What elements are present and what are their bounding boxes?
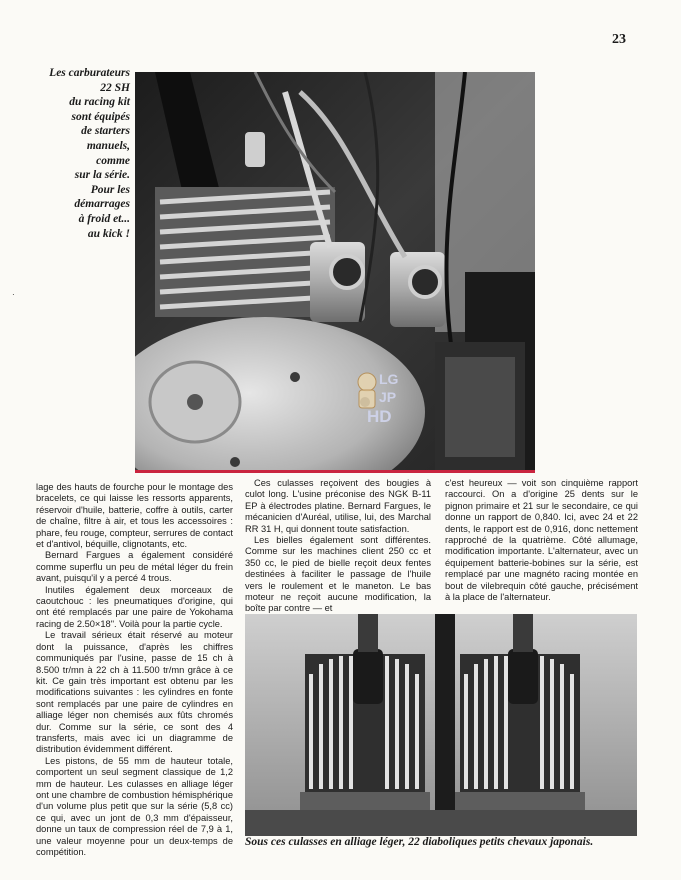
stray-mark: ·: [12, 290, 15, 299]
article-paragraph: c'est heureux — voit son cinquième rapport raccourci. On a d'origine 25 dents sur le pignon primaire et 21 sur le secondaire, ce qui donne un rapport de 0,840. Ici, avec 24 et 22 dents, le rapport est de 0,916, donc nettement rapproché de la quatrième. Côté allumage, modification importante. L'alternateur, avec un équipement batterie-bobines sur la série, est remplacé par une magnéto racing montée en bout de vilebrequin côté gauche, précisément à la place de l'alternateur.: [445, 478, 638, 603]
caption-line: du racing kit: [69, 96, 130, 109]
caption-line: sur la série.: [74, 169, 130, 182]
accent-rule: [135, 470, 535, 473]
cylinder-heads-photo: [245, 614, 637, 836]
article-paragraph: Le travail sérieux était réservé au moteur dont la puissance, d'après les chiffres communiqués par l'usine, passe de 15 ch à 8.500 tr/mn à 22 ch à 11.500 tr/mn grâce à ce kit. Ce gain très important est obtenu par les modifications suivantes : les cylindres en fonte sont remplacés par une paire de cylindres en alliage léger non chemisés aux fûts chromés dur. Comme sur la série, ce sont des 4 transferts, mais avec ici un diagramme de distribution évidemment différent.: [36, 630, 233, 755]
article-paragraph: Les pistons, de 55 mm de hauteur totale, comportent un seul segment classique de 1,2 mm de hauteur. Les culasses en alliage léger ont une chambre de combustion hémisphérique d'un volume plus petit que sur la série (5,8 cc) ce qui, avec un jont de 0,3 mm d'épaisseur, donne un taux de compression réel de 7,9 à 1, une valeur moyenne pour un deux-temps de compétition.: [36, 755, 233, 857]
engine-carburettor-photo: [135, 72, 535, 472]
watermark-logo-mark: [353, 366, 401, 426]
engine-photo-illustration: [135, 72, 535, 472]
watermark-text: JP: [379, 389, 397, 405]
caption-line: 22 SH: [100, 81, 130, 94]
cylinder-heads-illustration: [245, 614, 637, 836]
caption-line: démarrages: [74, 198, 130, 211]
caption-line: de starters: [81, 125, 130, 138]
article-paragraph: lage des hauts de fourche pour le montage des bracelets, ce qui laisse les ressorts apparents, réservoir d'huile, batterie, coffre à outils, carter de chaîne, filtre à air, et tous les accessoires : phare, feu rouge, compteur, serrures de contact et d'antivol, béquille, clignotants, etc.: [36, 482, 233, 550]
article-column-2: [245, 478, 431, 615]
caption-line: manuels,: [86, 139, 130, 152]
watermark-text: LG: [379, 371, 399, 387]
watermark-text: HD: [367, 407, 392, 426]
caption-line: Pour les: [90, 183, 130, 196]
watermark-logo: [353, 366, 401, 431]
article-paragraph: Les bielles également sont différentes. Comme sur les machines client 250 cc et 350 cc, le pied de bielle reçoit deux fentes destinées à faciliter le passage de l'huile vers le roulement et le maneton. Le bas moteur ne reçoit aucune modification, la boîte par contre — et: [245, 535, 431, 614]
caption-line: comme: [96, 154, 130, 167]
article-paragraph: Inutiles également deux morceaux de caoutchouc : les pneumatiques d'origine, qui ont été remplacés par une paire de Yokohama racing de 2.50×18". Voilà pour la partie cycle.: [36, 584, 233, 629]
caption-line: Les carburateurs: [49, 67, 130, 79]
article-paragraph: Bernard Fargues a également considéré comme superflu un peu de métal léger du frein avant, puisqu'il y a percé 4 trous.: [36, 550, 233, 584]
top-photo-caption: [40, 66, 130, 241]
caption-line: sont équipés: [71, 110, 130, 123]
article-column-1: [36, 482, 233, 858]
article-column-3: [445, 478, 638, 603]
bottom-photo-caption: Sous ces culasses en alliage léger, 22 diaboliques petits chevaux japonais.: [245, 836, 594, 848]
caption-line: à froid et...: [78, 212, 130, 225]
article-paragraph: Ces culasses reçoivent des bougies à culot long. L'usine préconise des NGK B-11 EP à électrodes platine. Bernard Fargues, le mécanicien d'Auréal, utilise, lui, des Marchal RR 31 H, qui donnent toute satisfaction.: [245, 478, 431, 534]
caption-line: au kick !: [87, 227, 130, 240]
page-number: 23: [612, 32, 626, 47]
